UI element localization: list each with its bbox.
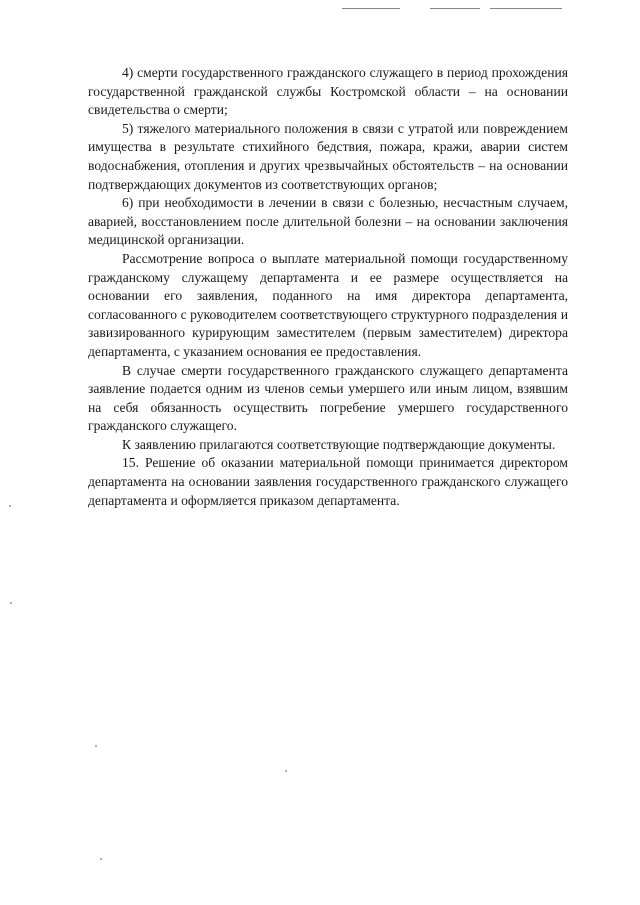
scan-artifact: [430, 8, 480, 9]
document-body: [88, 64, 568, 510]
paragraph-item-15: 15. Решение об оказании материальной помощи принимается директором департамента на основании заявления государственного гражданского служащего департамента и оформляется приказом департамента.: [88, 455, 568, 508]
paragraph-item-5: 5) тяжелого материального положения в связи с утратой или повреждением имущества в результате стихийного бедствия, пожара, кражи, аварии систем водоснабжения, отопления и других чрезвычайных обстоятельств – на основании подтверждающих документов из соответствующих органов;: [88, 120, 568, 192]
scan-speck: [95, 745, 97, 747]
scan-speck: [100, 858, 102, 860]
paragraph-item-6: 6) при необходимости в лечении в связи с болезнью, несчастным случаем, аварией, восстановлением после длительной болезни – на основании заключения медицинской организации.: [88, 195, 568, 248]
scan-speck: [9, 505, 11, 507]
scan-artifact: [342, 8, 400, 9]
paragraph-item-4: 4) смерти государственного гражданского служащего в период прохождения государственной гражданской службы Костромской области – на основании свидетельства о смерти;: [88, 65, 568, 118]
scan-artifact: [490, 8, 562, 9]
scan-speck: [285, 770, 287, 772]
scan-speck: [10, 602, 12, 604]
paragraph-death-case: В случае смерти государственного гражданского служащего департамента заявление подается одним из членов семьи умершего или иным лицом, взявшим на себя обязанность осуществить погребение умершего государственного гражданского служащего.: [88, 362, 568, 434]
paragraph-procedure: Рассмотрение вопроса о выплате материальной помощи государственному гражданскому служащему департамента и ее размере осуществляется на основании его заявления, поданного на имя директора департамента, согласованного с руководителем соответствующего структурного подразделения и завизированного курирующим заместителем (первым заместителем) директора департамента, с указанием основания ее предоставления.: [88, 250, 568, 359]
paragraph-attachments: К заявлению прилагаются соответствующие подтверждающие документы.: [122, 436, 556, 452]
